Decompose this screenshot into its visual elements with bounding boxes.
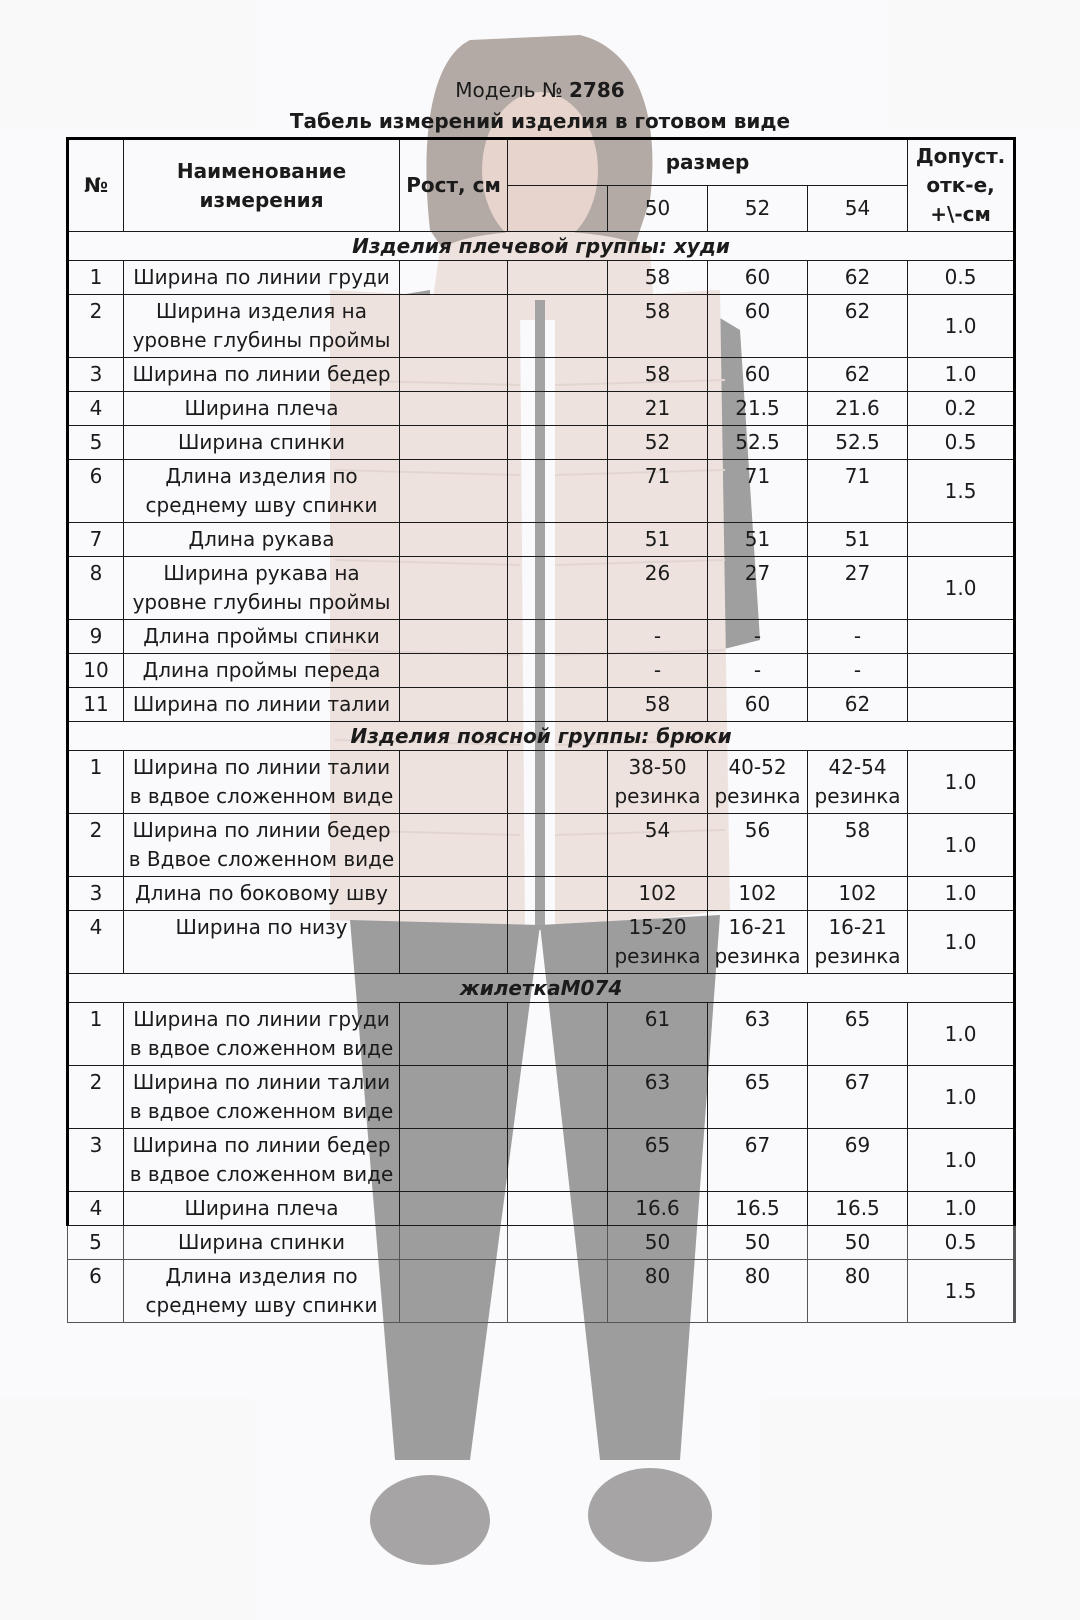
size-52-value: 52.5 [708,426,808,460]
section-header-row [68,232,1015,261]
size-54-value: 69 [808,1129,908,1192]
size-50-value: 58 [608,295,708,358]
row-number: 3 [68,358,124,392]
size-50-value: 54 [608,814,708,877]
size-50-value: 71 [608,460,708,523]
tolerance-value: 1.0 [908,1129,1015,1192]
tolerance-value: 1.0 [908,911,1015,974]
measurement-name: Ширина по линии талии в вдвое сложенном виде [124,751,400,814]
size-52-value: 16.5 [708,1192,808,1226]
table-row [68,654,1015,688]
tolerance-value [908,688,1015,722]
size-54-header: 54 [808,186,908,232]
size-blank-cell [508,814,608,877]
table-row [68,460,1015,523]
size-50-value: 58 [608,358,708,392]
size-blank-cell [508,1129,608,1192]
size-54-value: 80 [808,1260,908,1323]
row-number: 2 [68,1066,124,1129]
size-blank-cell [508,392,608,426]
size-50-value: 102 [608,877,708,911]
tolerance-value: 1.0 [908,295,1015,358]
height-cell [400,1066,508,1129]
row-number: 8 [68,557,124,620]
section-header-row [68,722,1015,751]
tolerance-value: 1.0 [908,1003,1015,1066]
size-52-value: 60 [708,261,808,295]
tolerance-value: 1.0 [908,751,1015,814]
table-row [68,1066,1015,1129]
size-52-value: 60 [708,295,808,358]
row-number: 1 [68,751,124,814]
size-54-value: 27 [808,557,908,620]
table-row [68,620,1015,654]
size-54-value: 62 [808,358,908,392]
height-cell [400,1260,508,1323]
measurement-name: Ширина по линии бедер [124,358,400,392]
row-number: 4 [68,392,124,426]
measurement-name: Ширина изделия на уровне глубины проймы [124,295,400,358]
height-cell [400,751,508,814]
size-blank-cell [508,1003,608,1066]
section-title: Изделия поясной группы: брюки [68,722,1015,751]
height-cell [400,654,508,688]
size-blank-cell [508,877,608,911]
col-size-header: размер [508,139,908,186]
size-blank-header [508,186,608,232]
tolerance-value: 1.0 [908,1192,1015,1226]
size-50-value: 15-20 резинка [608,911,708,974]
size-50-value: 65 [608,1129,708,1192]
measurement-name: Ширина спинки [124,1226,400,1260]
size-blank-cell [508,1192,608,1226]
size-50-value: 50 [608,1226,708,1260]
size-blank-cell [508,620,608,654]
row-number: 5 [68,426,124,460]
height-cell [400,620,508,654]
measurement-name: Ширина плеча [124,392,400,426]
table-row [68,295,1015,358]
size-blank-cell [508,426,608,460]
size-blank-cell [508,261,608,295]
size-54-value: 52.5 [808,426,908,460]
measurement-name: Ширина по линии бедер в вдвое сложенном виде [124,1129,400,1192]
tolerance-value: 1.5 [908,460,1015,523]
tolerance-value: 1.0 [908,814,1015,877]
measurement-name: Длина изделия по среднему шву спинки [124,460,400,523]
size-54-value: 58 [808,814,908,877]
table-row [68,1003,1015,1066]
row-number: 6 [68,460,124,523]
measurement-name: Ширина по линии груди [124,261,400,295]
size-54-value: 102 [808,877,908,911]
col-num-header: № [68,139,124,232]
model-prefix: Модель № [455,78,563,102]
size-52-value: 27 [708,557,808,620]
height-cell [400,557,508,620]
size-50-value: - [608,620,708,654]
table-row [68,261,1015,295]
row-number: 6 [68,1260,124,1323]
tolerance-value: 1.5 [908,1260,1015,1323]
size-50-value: 52 [608,426,708,460]
size-54-value: 21.6 [808,392,908,426]
size-blank-cell [508,1066,608,1129]
size-54-value: - [808,654,908,688]
height-cell [400,358,508,392]
row-number: 2 [68,814,124,877]
measurement-name: Ширина по низу [124,911,400,974]
table-row [68,1226,1015,1260]
row-number: 9 [68,620,124,654]
row-number: 1 [68,1003,124,1066]
tolerance-value: 1.0 [908,1066,1015,1129]
table-row [68,1192,1015,1226]
size-54-value: 65 [808,1003,908,1066]
row-number: 3 [68,877,124,911]
size-50-value: 58 [608,261,708,295]
measurement-name: Длина изделия по среднему шву спинки [124,1260,400,1323]
size-54-value: 62 [808,295,908,358]
size-54-value: 62 [808,688,908,722]
table-row [68,358,1015,392]
tolerance-value: 1.0 [908,877,1015,911]
height-cell [400,688,508,722]
size-50-value: 16.6 [608,1192,708,1226]
height-cell [400,426,508,460]
height-cell [400,523,508,557]
col-name-header: Наименование измерения [124,139,400,232]
model-title [0,78,1080,102]
tolerance-value: 0.2 [908,392,1015,426]
section-header-row [68,974,1015,1003]
size-50-value: - [608,654,708,688]
size-52-value: - [708,654,808,688]
height-cell [400,392,508,426]
measurement-name: Ширина по линии талии в вдвое сложенном виде [124,1066,400,1129]
size-52-value: - [708,620,808,654]
row-number: 5 [68,1226,124,1260]
row-number: 3 [68,1129,124,1192]
header-row [68,139,1015,186]
height-cell [400,911,508,974]
size-50-value: 63 [608,1066,708,1129]
size-50-header: 50 [608,186,708,232]
size-blank-cell [508,688,608,722]
height-cell [400,1192,508,1226]
height-cell [400,877,508,911]
size-blank-cell [508,911,608,974]
size-blank-cell [508,751,608,814]
table-row [68,523,1015,557]
row-number: 10 [68,654,124,688]
measurement-name: Ширина по линии груди в вдвое сложенном виде [124,1003,400,1066]
size-blank-cell [508,654,608,688]
height-cell [400,814,508,877]
section-title: Изделия плечевой группы: худи [68,232,1015,261]
size-52-value: 60 [708,688,808,722]
size-52-value: 67 [708,1129,808,1192]
tolerance-value: 1.0 [908,557,1015,620]
size-52-value: 16-21 резинка [708,911,808,974]
size-52-value: 63 [708,1003,808,1066]
size-50-value: 80 [608,1260,708,1323]
table-row [68,1129,1015,1192]
height-cell [400,1129,508,1192]
tolerance-value [908,523,1015,557]
size-52-value: 65 [708,1066,808,1129]
measurement-name: Длина рукава [124,523,400,557]
size-blank-cell [508,460,608,523]
height-cell [400,460,508,523]
table-body [68,232,1015,1323]
size-54-value: 67 [808,1066,908,1129]
size-54-value: 62 [808,261,908,295]
size-52-value: 60 [708,358,808,392]
tolerance-value [908,654,1015,688]
row-number: 4 [68,911,124,974]
measurement-name: Ширина спинки [124,426,400,460]
measurement-name: Ширина по линии бедер в Вдвое сложенном виде [124,814,400,877]
table-subtitle: Табель измерений изделия в готовом виде [289,109,791,133]
measurement-name: Длина по боковому шву [124,877,400,911]
size-54-value: 51 [808,523,908,557]
size-52-value: 51 [708,523,808,557]
size-blank-cell [508,557,608,620]
table-row [68,392,1015,426]
size-52-value: 21.5 [708,392,808,426]
size-54-value: 16-21 резинка [808,911,908,974]
size-54-value: 71 [808,460,908,523]
table-row [68,751,1015,814]
height-cell [400,1226,508,1260]
size-52-value: 71 [708,460,808,523]
height-cell [400,261,508,295]
size-blank-cell [508,358,608,392]
height-cell [400,295,508,358]
col-tolerance-header: Допуст. отк-е, +\-см [908,139,1015,232]
tolerance-value: 0.5 [908,426,1015,460]
size-blank-cell [508,523,608,557]
measurement-name: Ширина плеча [124,1192,400,1226]
measurement-name: Длина проймы переда [124,654,400,688]
row-number: 2 [68,295,124,358]
table-row [68,877,1015,911]
size-50-value: 51 [608,523,708,557]
size-52-value: 56 [708,814,808,877]
row-number: 1 [68,261,124,295]
measurement-name: Ширина рукава на уровне глубины проймы [124,557,400,620]
tolerance-value [908,620,1015,654]
table-row [68,1260,1015,1323]
section-title: жилеткаМ074 [68,974,1015,1003]
size-52-value: 50 [708,1226,808,1260]
measurement-name: Ширина по линии талии [124,688,400,722]
size-52-value: 40-52 резинка [708,751,808,814]
size-50-value: 21 [608,392,708,426]
tolerance-value: 1.0 [908,358,1015,392]
row-number: 4 [68,1192,124,1226]
size-52-header: 52 [708,186,808,232]
size-50-value: 61 [608,1003,708,1066]
size-54-value: 42-54 резинка [808,751,908,814]
size-50-value: 38-50 резинка [608,751,708,814]
measurement-table [66,137,1016,1323]
size-52-value: 80 [708,1260,808,1323]
model-number: 2786 [569,78,625,102]
size-blank-cell [508,295,608,358]
table-row [68,426,1015,460]
col-height-header: Рост, см [400,139,508,232]
size-blank-cell [508,1226,608,1260]
row-number: 11 [68,688,124,722]
table-row [68,557,1015,620]
table-row [68,911,1015,974]
size-54-value: 16.5 [808,1192,908,1226]
measurement-name: Длина проймы спинки [124,620,400,654]
table-row [68,814,1015,877]
height-cell [400,1003,508,1066]
size-54-value: - [808,620,908,654]
tolerance-value: 0.5 [908,1226,1015,1260]
size-52-value: 102 [708,877,808,911]
size-50-value: 58 [608,688,708,722]
row-number: 7 [68,523,124,557]
size-54-value: 50 [808,1226,908,1260]
size-50-value: 26 [608,557,708,620]
table-row [68,688,1015,722]
size-blank-cell [508,1260,608,1323]
tolerance-value: 0.5 [908,261,1015,295]
